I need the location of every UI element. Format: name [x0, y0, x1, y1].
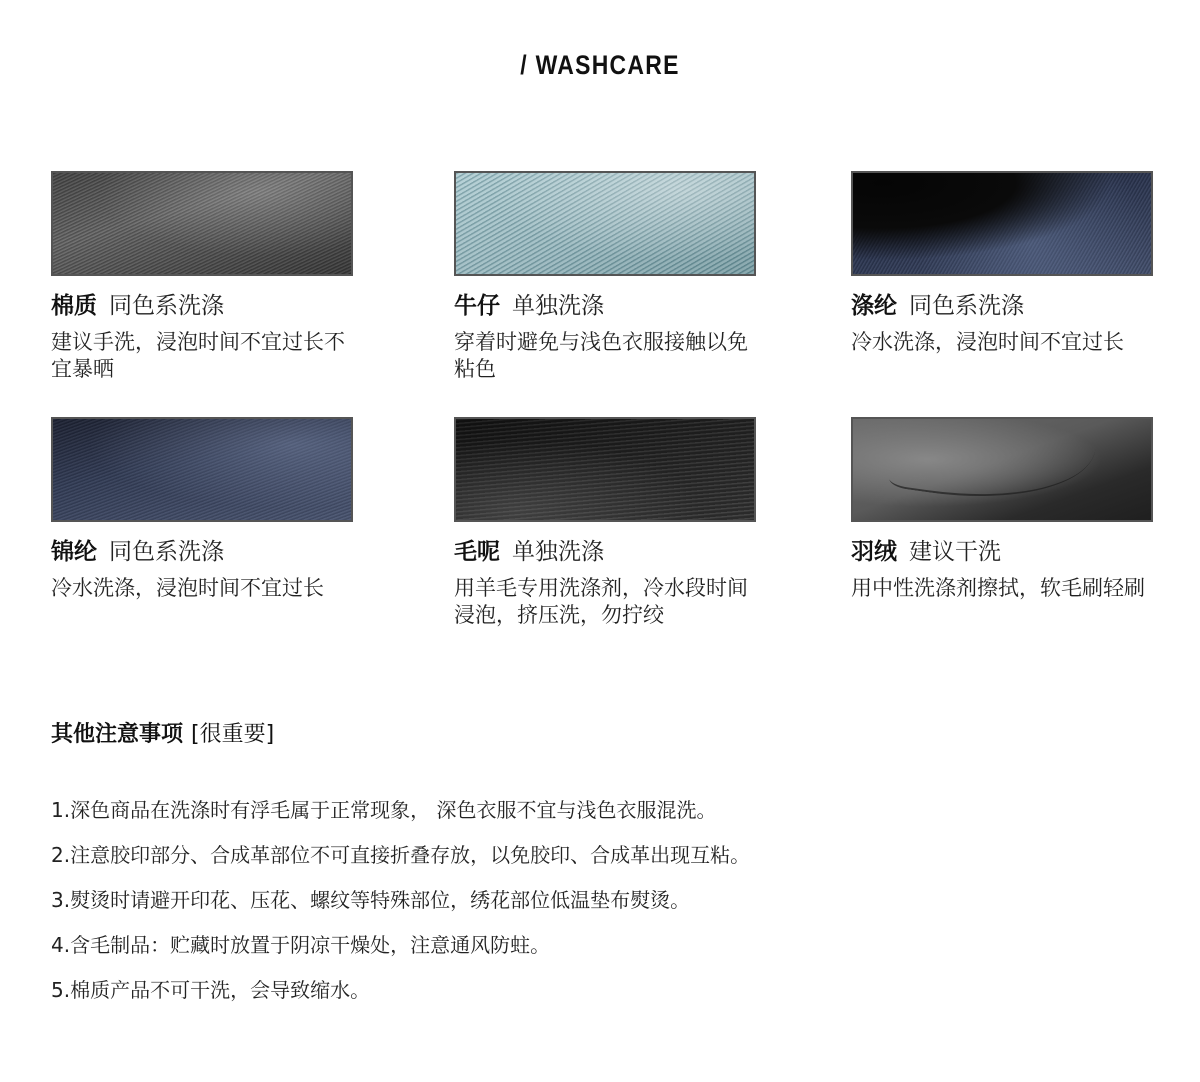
material-name: 锦纶: [51, 539, 97, 565]
wool-fabric-swatch: [454, 417, 756, 522]
down-fabric-swatch: [851, 417, 1153, 522]
care-description: 建议手洗，浸泡时间不宜过长不宜暴晒: [51, 330, 345, 381]
card-heading: [454, 291, 756, 321]
care-card-nylon: [51, 417, 353, 602]
notes-heading: [51, 720, 274, 750]
care-description: 冷水洗涤，浸泡时间不宜过长: [51, 576, 324, 600]
care-description: 用中性洗涤剂擦拭，软毛刷轻刷: [851, 576, 1145, 600]
care-card-denim: [454, 171, 756, 383]
care-description: 冷水洗涤，浸泡时间不宜过长: [851, 330, 1124, 354]
wash-method: 建议干洗: [909, 539, 1001, 565]
note-item: 4.含毛制品：贮藏时放置于阴凉干燥处，注意通风防蛀。: [51, 933, 551, 957]
wash-method: 单独洗涤: [512, 293, 604, 319]
note-item: 3.熨烫时请避开印花、压花、螺纹等特殊部位，绣花部位低温垫布熨烫。: [51, 888, 691, 912]
material-name: 棉质: [51, 293, 97, 319]
care-card-wool: [454, 417, 756, 629]
material-name: 羽绒: [851, 539, 897, 565]
card-heading: [51, 291, 353, 321]
wash-method: 同色系洗涤: [109, 293, 224, 319]
note-item: 2.注意胶印部分、合成革部位不可直接折叠存放，以免胶印、合成革出现互粘。: [51, 843, 751, 867]
wash-method: 同色系洗涤: [909, 293, 1024, 319]
cotton-fabric-swatch: [51, 171, 353, 276]
importance-tag: [很重要]: [191, 722, 275, 747]
care-card-cotton: [51, 171, 353, 383]
note-item: 1.深色商品在洗涤时有浮毛属于正常现象， 深色衣服不宜与浅色衣服混洗。: [51, 798, 717, 822]
card-heading: [51, 537, 353, 567]
card-heading: [851, 291, 1153, 321]
care-card-polyester: [851, 171, 1153, 356]
polyester-fabric-swatch: [851, 171, 1153, 276]
note-item: 5.棉质产品不可干洗，会导致缩水。: [51, 978, 371, 1002]
page-title: / WASHCARE: [520, 50, 680, 80]
care-card-down: [851, 417, 1153, 602]
care-description: 用羊毛专用洗涤剂，冷水段时间浸泡，挤压洗，勿拧绞: [454, 576, 748, 627]
card-heading: [851, 537, 1153, 567]
wash-method: 单独洗涤: [512, 539, 604, 565]
material-name: 牛仔: [454, 293, 500, 319]
notes-list: [51, 795, 1151, 1020]
notes-heading-title: 其他注意事项: [51, 722, 184, 747]
nylon-fabric-swatch: [51, 417, 353, 522]
material-name: 毛呢: [454, 539, 500, 565]
wash-method: 同色系洗涤: [109, 539, 224, 565]
care-description: 穿着时避免与浅色衣服接触以免粘色: [454, 330, 748, 381]
material-name: 涤纶: [851, 293, 897, 319]
denim-fabric-swatch: [454, 171, 756, 276]
card-heading: [454, 537, 756, 567]
